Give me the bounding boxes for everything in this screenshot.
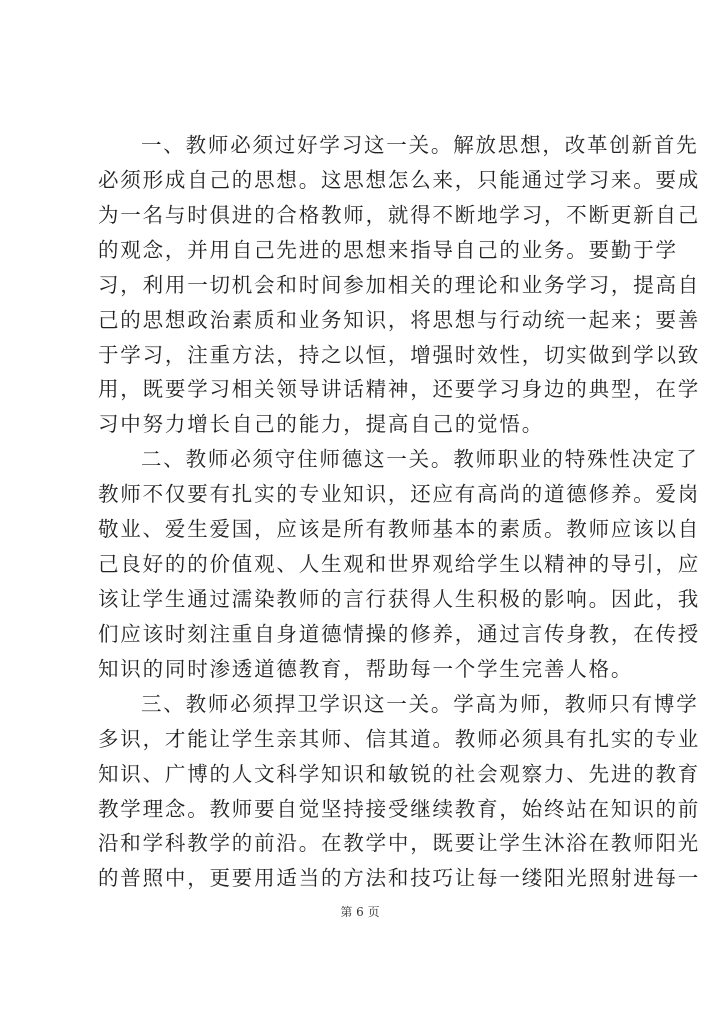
paragraph-1-line-3: 为一名与时俱进的合格教师，就得不断地学习，不断更新自己 — [98, 203, 701, 227]
paragraph-2-line-3: 敬业、爱生爱国，应该是所有教师基本的素质。教师应该以自 — [98, 517, 701, 541]
paragraph-2-line-5: 该让学生通过濡染教师的言行获得人生积极的影响。因此，我 — [98, 587, 701, 611]
paragraph-1-line-6: 己的思想政治素质和业务知识，将思想与行动统一起来；要善 — [98, 308, 701, 332]
page-number: 第 6 页 — [340, 905, 380, 919]
paragraph-1-line-4: 的观念，并用自己先进的思想来指导自己的业务。要勤于学 — [98, 238, 678, 262]
paragraph-3-line-6: 的普照中，更要用适当的方法和技巧让每一缕阳光照射进每一 — [98, 866, 701, 890]
paragraph-1-line-7: 于学习，注重方法，持之以恒，增强时效性，切实做到学以致 — [98, 343, 701, 367]
paragraph-2-line-6: 们应该时刻注重自身道德情操的修养，通过言传身教，在传授 — [98, 622, 701, 646]
paragraph-1-line-9: 习中努力增长自己的能力，提高自己的觉悟。 — [98, 412, 544, 436]
paragraph-2-line-7: 知识的同时渗透道德教育，帮助每一个学生完善人格。 — [98, 657, 634, 681]
paragraph-3-line-5: 沿和学科教学的前沿。在教学中，既要让学生沐浴在教师阳光 — [98, 831, 701, 855]
paragraph-2-line-4: 己良好的的价值观、人生观和世界观给学生以精神的导引，应 — [98, 552, 701, 576]
paragraph-1-line-1: 一、教师必须过好学习这一关。解放思想，改革创新首先 — [141, 133, 699, 157]
paragraph-1-line-5: 习，利用一切机会和时间参加相关的理论和业务学习，提高自 — [98, 273, 701, 297]
paragraph-2-line-1: 二、教师必须守住师德这一关。教师职业的特殊性决定了 — [141, 447, 699, 471]
paragraph-3-line-4: 教学理念。教师要自觉坚持接受继续教育，始终站在知识的前 — [98, 797, 701, 821]
paragraph-3-line-2: 多识，才能让学生亲其师、信其道。教师必须具有扎实的专业 — [98, 727, 701, 751]
paragraph-3-line-1: 三、教师必须捍卫学识这一关。学高为师，教师只有博学 — [141, 692, 699, 716]
paragraph-2-line-2: 教师不仅要有扎实的专业知识，还应有高尚的道德修养。爱岗 — [98, 482, 701, 506]
paragraph-3-line-3: 知识、广博的人文科学知识和敏锐的社会观察力、先进的教育 — [98, 762, 701, 786]
paragraph-1-line-8: 用，既要学习相关领导讲话精神，还要学习身边的典型，在学 — [98, 377, 701, 401]
paragraph-1-line-2: 必须形成自己的思想。这思想怎么来，只能通过学习来。要成 — [98, 168, 701, 192]
